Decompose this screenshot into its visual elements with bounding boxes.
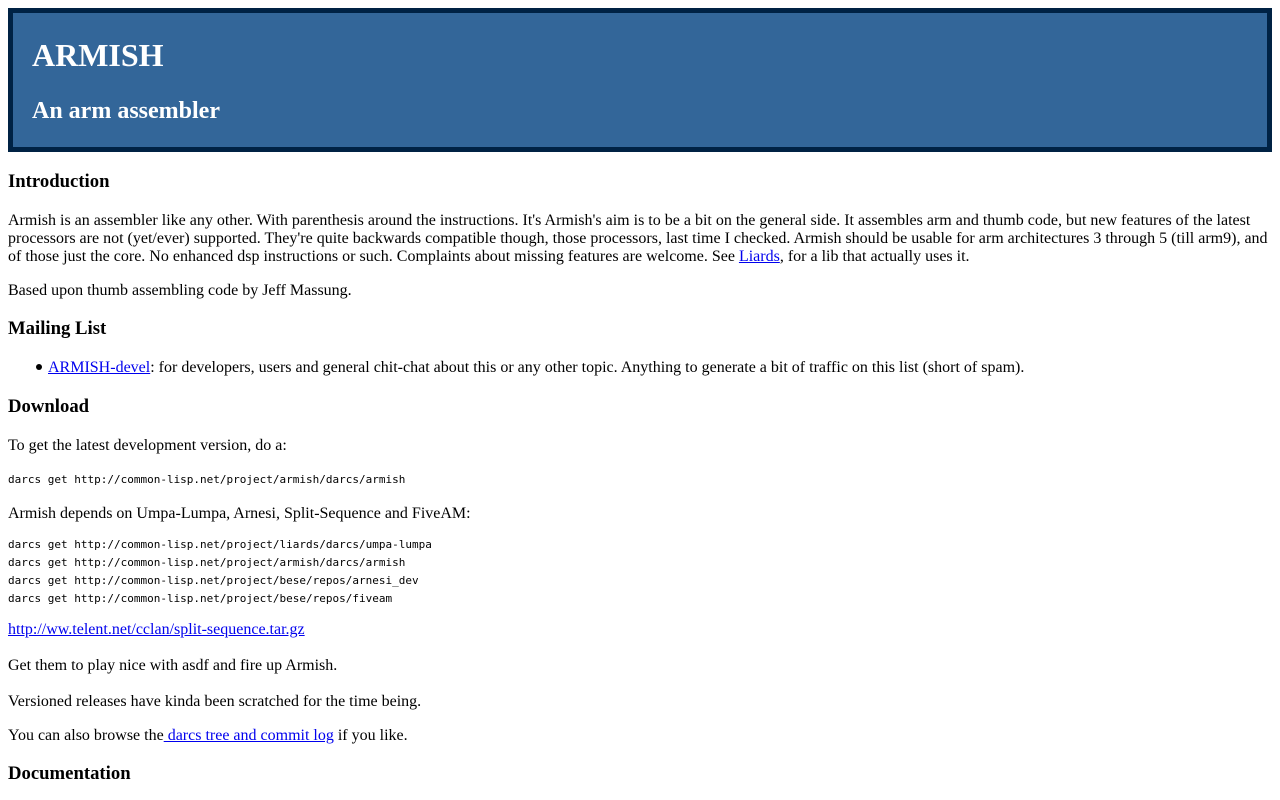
site-title: ARMISH — [32, 37, 164, 73]
heading-introduction: Introduction — [8, 171, 110, 192]
play-nice-text: Get them to play nice with asdf and fire up Armish. — [8, 657, 338, 674]
code-deps-2: darcs get http://common-lisp.net/project/armish/darcs/armish — [8, 556, 406, 569]
download-intro: To get the latest development version, do a: — [8, 437, 287, 454]
mailing-list-description: : for developers, users and general chit-chat about this or any other topic. Anything to generate a bit of traffic on this list (short of spam). — [150, 359, 1025, 376]
heading-documentation: Documentation — [8, 763, 131, 784]
armish-devel-link[interactable]: ARMISH-devel — [48, 359, 151, 376]
intro-text-after: , for a lib that actually uses it. — [779, 248, 970, 265]
code-deps-1: darcs get http://common-lisp.net/project/liards/darcs/umpa-lumpa — [8, 538, 432, 551]
code-deps-4: darcs get http://common-lisp.net/project/bese/repos/fiveam — [8, 592, 393, 605]
versioned-text: Versioned releases have kinda been scratched for the time being. — [8, 693, 422, 710]
intro-paragraph — [8, 212, 1272, 266]
list-bullet — [36, 364, 42, 370]
browse-line — [8, 727, 408, 745]
split-sequence-line — [8, 621, 305, 639]
based-upon-text: Based upon thumb assembling code by Jeff Massung. — [8, 282, 352, 299]
browse-text: You can also browse the — [8, 727, 164, 744]
darcs-tree-link[interactable]: darcs tree and commit log — [163, 727, 334, 744]
intro-text: Armish is an assembler like any other. With parenthesis around the instructions. It's Armish's aim is to be a bit on the general side. It assembles arm and thumb code, but new features of the latest processors are not (yet/ever) supported. They're quite backwards compatible though, those processors, last time I checked. Armish should be usable for arm architectures 3 through 5 (till arm9), and of those just the core. No enhanced dsp instructions or such. Complaints about missing features are welcome. See — [8, 212, 1268, 265]
page-header — [8, 8, 1272, 152]
code-deps-3: darcs get http://common-lisp.net/project/bese/repos/arnesi_dev — [8, 574, 419, 587]
browse-text-after: if you like. — [333, 727, 408, 744]
depends-text: Armish depends on Umpa-Lumpa, Arnesi, Split-Sequence and FiveAM: — [8, 505, 471, 522]
heading-download: Download — [8, 396, 90, 417]
site-subtitle: An arm assembler — [32, 98, 220, 124]
liards-link[interactable]: Liards — [738, 248, 780, 265]
code-darcs-get-armish: darcs get http://common-lisp.net/project/armish/darcs/armish — [8, 473, 406, 486]
mailing-list-item — [48, 359, 1024, 377]
heading-mailing-list: Mailing List — [8, 318, 107, 339]
split-sequence-link[interactable]: http://ww.telent.net/cclan/split-sequence.tar.gz — [8, 621, 305, 638]
